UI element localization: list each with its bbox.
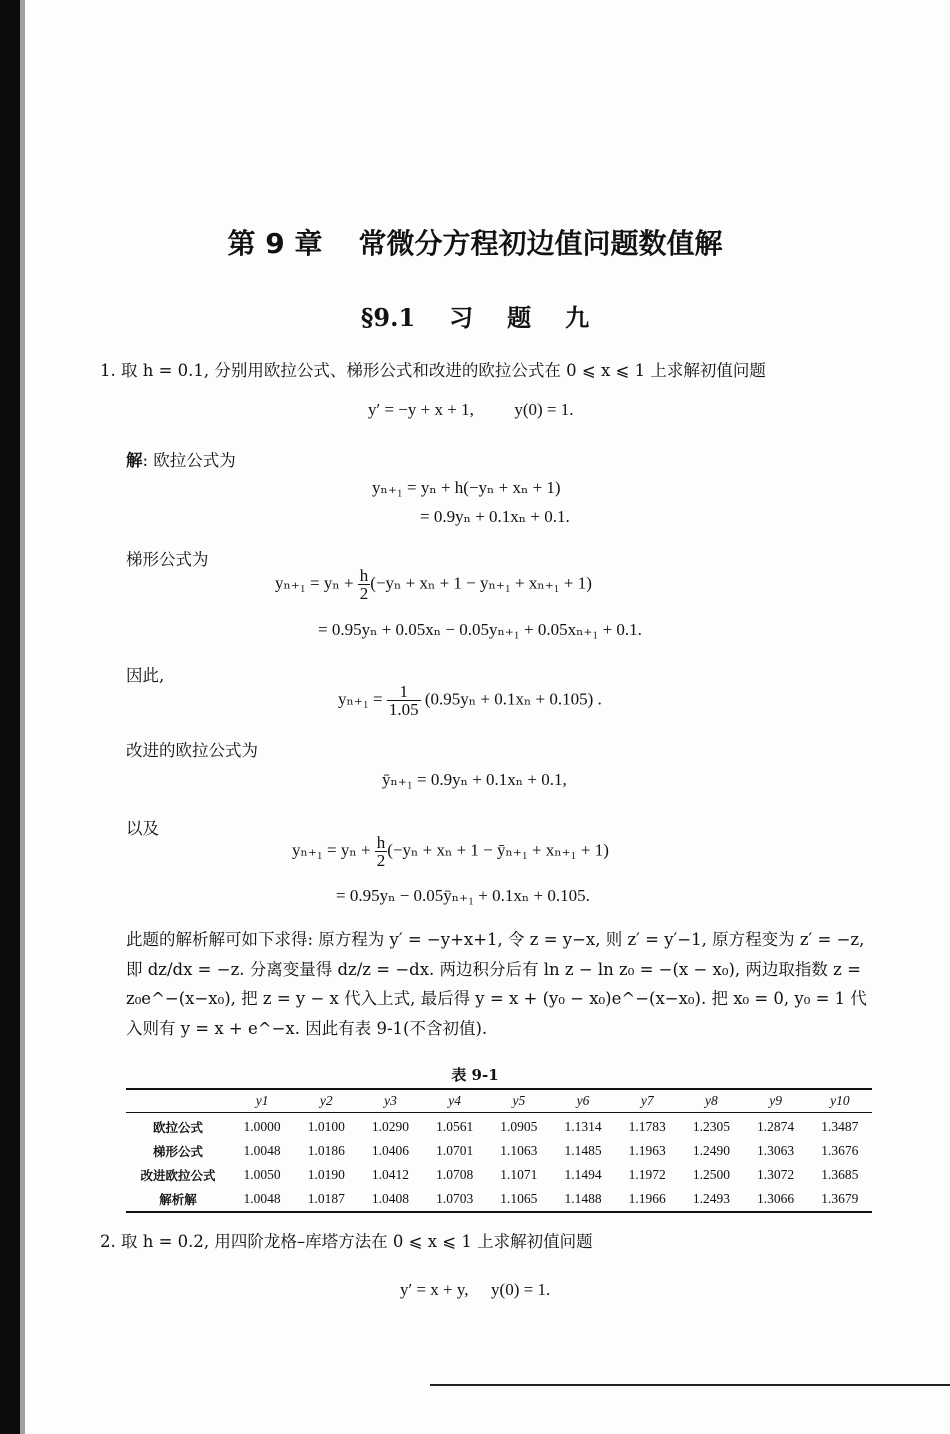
table-cell: 1.1488 [551,1187,615,1212]
table-header-cell: y9 [744,1089,808,1113]
eq-rhs: yₙ + h(−yₙ + xₙ + 1) [420,478,561,497]
chapter-heading [0,222,950,262]
trapezoid-formula-line-2: = 0.95yₙ + 0.05xₙ − 0.05yₙ₊₁ + 0.05xₙ₊₁ + 0.1. [318,620,642,639]
table-cell: 1.1485 [564,1143,602,1158]
table-cell: 1.1065 [487,1187,551,1212]
denominator: 1.05 [388,700,419,719]
book-spine-shadow [0,0,20,1434]
problem-1-equation [368,400,574,420]
table-cell: 1.0561 [436,1119,474,1134]
section-char-2: 题 [507,303,532,332]
fraction-1-over-1.05 [387,683,421,718]
table-header-cell: y8 [679,1089,743,1113]
eq-rhs: (−yₙ + xₙ + 1 − ȳₙ₊₁ + xₙ₊₁ + 1) [387,840,609,860]
numerator: 1 [387,683,421,701]
solution-euler-intro [126,447,236,471]
numerator: h [359,566,369,585]
table-cell: 1.0412 [371,1167,410,1182]
table-cell: 1.0187 [294,1187,358,1212]
and-text: 以及 [126,819,159,838]
table-cell: 1.0000 [243,1119,281,1134]
corrector-formula-line-1 [292,834,609,869]
table-cell: 1.0701 [436,1143,474,1158]
initial-condition: y(0) = 1. [491,1280,551,1299]
table-cell: 1.1972 [628,1167,666,1182]
problem-number: 1. [100,361,116,380]
table-cell: 1.2305 [692,1119,730,1134]
euler-formula-line-1 [372,478,561,498]
table-cell: 1.3679 [808,1187,872,1212]
table-cell: 1.2500 [692,1167,730,1182]
chapter-title: 常微分方程初边值问题数值解 [358,227,723,260]
table-cell: 1.0708 [436,1167,474,1182]
section-heading [0,298,950,333]
corrector-formula-line-2: = 0.95yₙ − 0.05ȳₙ₊₁ + 0.1xₙ + 0.105. [336,886,590,905]
problem-number: 2. [100,1232,116,1251]
table-row [126,1139,872,1163]
table-header-cell: y4 [423,1089,487,1113]
predictor-formula: ȳₙ₊₁ = 0.9yₙ + 0.1xₙ + 0.1, [382,770,567,789]
table-cell: 1.0190 [307,1167,345,1182]
table-cell: 1.1494 [564,1167,602,1182]
euler-intro-text: : 欧拉公式为 [142,451,236,470]
table-cell: 1.0048 [230,1187,294,1212]
table-header-cell: y10 [808,1089,872,1113]
table-header-cell: y3 [358,1089,422,1113]
table-header-cell: y6 [551,1089,615,1113]
section-number: §9.1 [360,303,416,332]
table-cell: 1.0048 [243,1143,281,1158]
table-cell: 1.1966 [615,1187,679,1212]
analytic-solution-paragraph: 此题的解析解可如下求得: 原方程为 y′ = −y+x+1, 令 z = y−x, 则 z′ = y′−1, 原方程变为 z′ = −z, 即 dz/dx = −z. 分离变量得 dz/z = −dx. 两边积分后有 ln z − ln z₀ = −(x − x₀), 两边取指数 z = z₀e^−(x−x₀), 把 z = y − x 代入上式, 最后得 y = x + (y₀ − x₀)e^−(x−x₀). 把 x₀ = 0, y₀ = 1 代入则有 y = x + e^−x. 因此有表 9-1(不含初值). [126,930,867,1038]
trapezoid-solved-formula [338,683,602,718]
table-cell: 1.0703 [423,1187,487,1212]
table-cell: 1.3487 [821,1119,859,1134]
eq-rhs: (−yₙ + xₙ + 1 − yₙ₊₁ + xₙ₊₁ + 1) [370,573,592,593]
ode: y′ = −y + x + 1, [368,400,474,419]
row-label: 解析解 [126,1187,230,1212]
results-table [126,1088,872,1213]
table-cell: 1.0186 [307,1143,345,1158]
table-header-cell: y5 [487,1089,551,1113]
initial-condition: y(0) = 1. [514,400,574,419]
eq-lhs: yₙ₊₁ = yₙ + [292,840,371,860]
table-cell: 1.2874 [757,1119,795,1134]
table-cell: 1.2493 [679,1187,743,1212]
problem-text: 取 h = 0.2, 用四阶龙格–库塔方法在 0 ⩽ x ⩽ 1 上求解初值问题 [121,1232,593,1251]
table-header-row [126,1089,872,1113]
problem-text: 取 h = 0.1, 分别用欧拉公式、梯形公式和改进的欧拉公式在 0 ⩽ x ⩽ 1 上求解初值问题 [121,361,766,380]
table-header-cell: y7 [615,1089,679,1113]
table-cell: 1.1963 [628,1143,666,1158]
table-cell: 1.0290 [371,1119,410,1134]
solution-label: 解 [126,451,143,470]
table-cell: 1.3676 [821,1143,859,1158]
row-label: 欧拉公式 [152,1120,203,1135]
chapter-number: 第 9 章 [227,227,323,260]
table-row [126,1163,872,1187]
book-spine-edge [20,0,25,1434]
denominator: 2 [376,851,386,870]
fraction-h-over-2 [375,834,388,869]
improved-euler-intro: 改进的欧拉公式为 [126,741,258,760]
therefore-text: 因此, [126,666,165,685]
table-header-cell: y1 [230,1089,294,1113]
table-cell: 1.3063 [757,1143,795,1158]
fraction-h-over-2 [358,567,371,602]
trapezoid-intro: 梯形公式为 [126,550,209,569]
eq-rhs: (0.95yₙ + 0.1xₙ + 0.105) . [424,689,602,709]
eq-lhs: yₙ₊₁ = [338,689,383,709]
table-cell: 1.1071 [500,1167,538,1182]
section-char-3: 九 [565,303,590,332]
table-cell: 1.0050 [243,1167,281,1182]
table-cell: 1.0406 [371,1143,410,1158]
table-cell: 1.2490 [692,1143,730,1158]
table-cell: 1.3072 [757,1167,795,1182]
table-title: 表 9-1 [451,1066,499,1084]
section-char-1: 习 [449,303,474,332]
problem-2-equation [400,1280,550,1300]
trapezoid-formula-line-1 [275,567,592,602]
table-header-cell: y2 [294,1089,358,1113]
numerator: h [376,833,386,852]
table-cell: 1.1314 [564,1119,602,1134]
row-label: 改进欧拉公式 [140,1168,216,1183]
table-cell: 1.3066 [744,1187,808,1212]
table-row [126,1113,872,1140]
euler-formula-line-2: = 0.9yₙ + 0.1xₙ + 0.1. [420,507,570,526]
row-label: 梯形公式 [152,1144,203,1159]
table-header-cell [126,1089,230,1113]
eq-lhs: yₙ₊₁ = yₙ + [275,573,354,593]
table-cell: 1.1063 [500,1143,538,1158]
problem-1-statement [100,357,766,381]
eq-lhs: yₙ₊₁ = [372,478,417,497]
table-cell: 1.0408 [358,1187,422,1212]
table-row [126,1187,872,1212]
table-cell: 1.3685 [821,1167,859,1182]
ode: y′ = x + y, [400,1280,469,1299]
page-bottom-rule [430,1384,950,1386]
denominator: 2 [359,584,369,603]
table-cell: 1.0905 [500,1119,538,1134]
problem-2-statement [100,1228,593,1252]
table-cell: 1.0100 [307,1119,345,1134]
table-cell: 1.1783 [628,1119,666,1134]
